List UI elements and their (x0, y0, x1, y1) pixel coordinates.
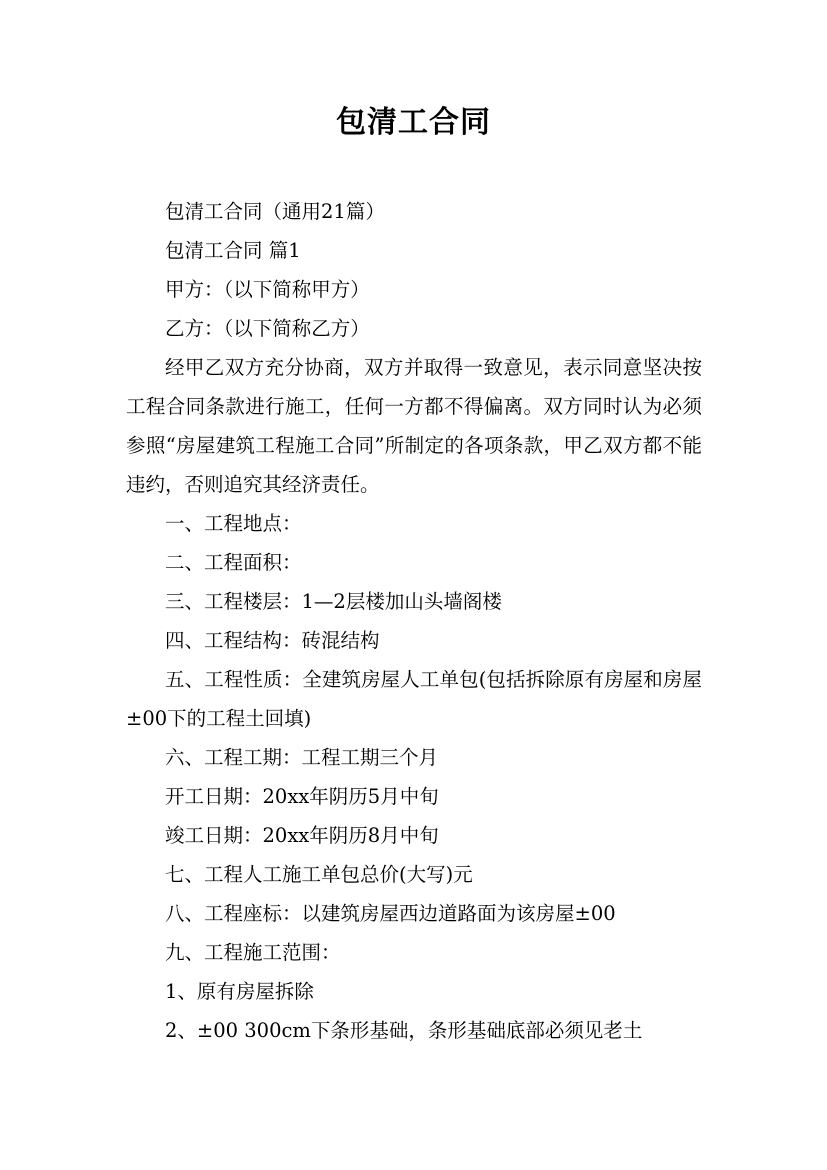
paragraph: 2、±00 300cm下条形基础，条形基础底部必须见老土 (165, 1019, 643, 1042)
paragraph: 四、工程结构：砖混结构 (165, 629, 380, 652)
paragraph: 二、工程面积： (165, 551, 302, 574)
paragraph: 八、工程座标：以建筑房屋西边道路面为该房屋±00 (165, 902, 616, 925)
paragraph: 经甲乙双方充分协商，双方并取得一致意见，表示同意坚决按工程合同条款进行施工，任何一方都不得偏离。双方同时认为必须参照“房屋建筑工程施工合同”所制定的各项条款，甲乙双方都不能违约，否则追究其经济责任。 (126, 356, 702, 496)
paragraph: 一、工程地点： (165, 512, 302, 535)
paragraph: 五、工程性质：全建筑房屋人工单包(包括拆除原有房屋和房屋±00下的工程土回填) (126, 668, 702, 730)
paragraph: 包清工合同 篇1 (165, 239, 301, 262)
paragraph: 甲方：（以下简称甲方） (165, 278, 370, 301)
document-body (126, 192, 702, 1050)
paragraph: 竣工日期：20xx年阴历8月中旬 (165, 824, 439, 847)
paragraph: 包清工合同（通用21篇） (165, 200, 385, 223)
paragraph: 开工日期：20xx年阴历5月中旬 (165, 785, 439, 808)
document-title: 包清工合同 (336, 105, 491, 140)
paragraph: 七、工程人工施工单包总价(大写)元 (165, 863, 473, 886)
paragraph: 九、工程施工范围： (165, 941, 341, 964)
paragraph: 三、工程楼层：1—2层楼加山头墙阁楼 (165, 590, 502, 613)
paragraph: 1、原有房屋拆除 (165, 980, 314, 1003)
paragraph: 乙方：（以下简称乙方） (165, 317, 370, 340)
paragraph: 六、工程工期：工程工期三个月 (165, 746, 439, 769)
